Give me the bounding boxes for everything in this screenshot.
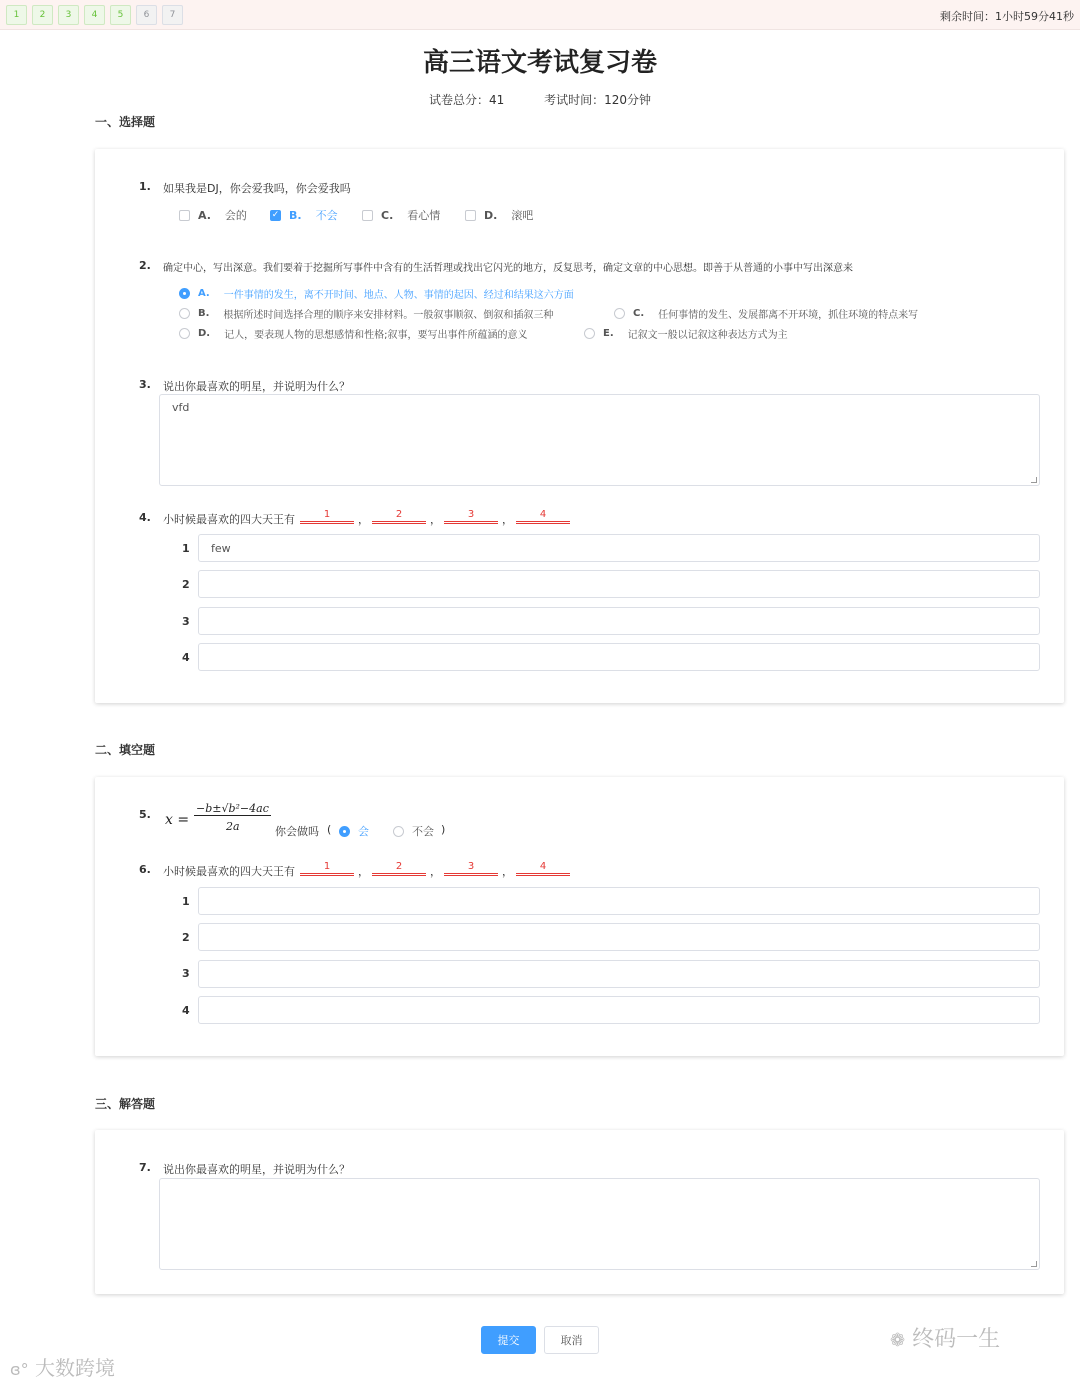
blank-input-2[interactable] (198, 570, 1040, 598)
section-card-answer (95, 1130, 1064, 1294)
radio[interactable] (179, 308, 190, 319)
blank-row-label: 1 (182, 895, 190, 908)
answer-textarea[interactable] (159, 394, 1040, 486)
separator: ， (358, 865, 369, 878)
resize-handle-icon[interactable] (1031, 1261, 1037, 1267)
option-text: 不会 (412, 825, 434, 838)
cancel-button[interactable]: 取消 (544, 1326, 599, 1354)
blank-input-1[interactable] (198, 534, 1040, 562)
option-letter: B. (289, 208, 302, 222)
option-letter: D. (484, 208, 498, 222)
formula-numerator: −b±√b²−4ac (196, 802, 269, 815)
watermark-left (10, 1352, 115, 1381)
option-letter: C. (633, 308, 645, 319)
watermark-right (890, 1322, 1000, 1353)
section-title-choice: 一、选择题 (95, 115, 156, 129)
question-nav-2[interactable]: 2 (32, 5, 53, 25)
open-paren: ( (327, 823, 332, 836)
radio-checked[interactable] (179, 288, 190, 299)
question-number: 5. (139, 808, 151, 821)
question-text: 如果我是DJ，你会爱我吗，你会爱我吗 (163, 182, 351, 195)
question-nav-7[interactable]: 7 (162, 5, 183, 25)
question-number: 3. (139, 378, 151, 391)
radio[interactable] (179, 328, 190, 339)
question-navigator (6, 5, 183, 25)
q2-option-e[interactable] (584, 326, 788, 341)
watermark-logo-icon: ɞ° (10, 1360, 29, 1379)
separator: ， (502, 513, 513, 526)
blank-input-3[interactable] (198, 607, 1040, 635)
resize-handle-icon[interactable] (1031, 477, 1037, 483)
checkbox[interactable] (362, 210, 373, 221)
exam-meta (0, 91, 1080, 108)
question-number: 1. (139, 180, 151, 193)
watermark-text: 终码一生 (912, 1327, 1001, 1352)
option-text: 滚吧 (511, 209, 534, 222)
option-text: 看心情 (407, 209, 441, 222)
option-letter: B. (198, 308, 210, 319)
question-text: 说出你最喜欢的明星，并说明为什么？ (163, 1163, 350, 1176)
blank-row-label: 4 (182, 651, 190, 664)
option-text: 任何事情的发生、发展都离不开环境，抓住环境的特点来写 (658, 310, 919, 321)
formula-denominator: 2a (226, 820, 240, 833)
q1-option-d[interactable] (465, 207, 533, 223)
q2-option-d[interactable] (179, 326, 527, 341)
formula-lhs: x = (165, 812, 190, 828)
blank-slot: 3 (444, 509, 498, 524)
question-number: 4. (139, 511, 151, 524)
radio[interactable] (614, 308, 625, 319)
section-title-answer: 三、解答题 (95, 1097, 156, 1111)
checkbox[interactable] (465, 210, 476, 221)
q2-option-b[interactable] (179, 306, 553, 321)
option-letter: C. (381, 208, 394, 222)
blank-row-label: 3 (182, 967, 190, 980)
question-text: 小时候最喜欢的四大天王有 (163, 865, 295, 878)
option-text: 会 (358, 825, 369, 838)
q1-option-a[interactable] (179, 207, 247, 223)
q1-option-c[interactable] (362, 207, 440, 223)
wechat-icon: ❁ (890, 1330, 906, 1351)
blank-input-4[interactable] (198, 643, 1040, 671)
separator: ， (502, 865, 513, 878)
q5-option-yes[interactable] (339, 823, 369, 839)
top-bar (0, 0, 1080, 30)
exam-title: 高三语文考试复习卷 (422, 48, 657, 78)
option-text: 一件事情的发生，离不开时间、地点、人物、事情的起因、经过和结果这六方面 (223, 290, 574, 301)
blank-row-label: 2 (182, 578, 190, 591)
blank-input-3[interactable] (198, 960, 1040, 988)
blank-row-label: 4 (182, 1004, 190, 1017)
total-score: 试卷总分：41 (428, 93, 505, 107)
blank-input-1[interactable] (198, 887, 1040, 915)
q2-option-a[interactable] (179, 286, 574, 301)
radio-checked[interactable] (339, 826, 350, 837)
blank-slot: 2 (372, 861, 426, 876)
option-text: 根据所述时间选择合理的顺序来安排材料。一般叙事顺叙、倒叙和插叙三种 (223, 310, 554, 321)
option-letter: A. (198, 288, 210, 299)
question-text: 小时候最喜欢的四大天王有 (163, 513, 295, 526)
option-text: 会的 (224, 209, 247, 222)
blank-row-label: 3 (182, 615, 190, 628)
question-nav-5[interactable]: 5 (110, 5, 131, 25)
timer-label: 剩余时间： (940, 10, 995, 23)
blank-row-label: 1 (182, 542, 190, 555)
answer-textarea[interactable] (159, 1178, 1040, 1270)
question-prompt: 你会做吗 (275, 825, 319, 838)
separator: ， (430, 865, 441, 878)
question-text: 确定中心，写出深意。我们要着于挖掘所写事件中含有的生活哲理或找出它闪光的地方，反复思考，确定文章的中心思想。即善于从普通的小事中写出深意来 (163, 263, 853, 274)
timer-value: 1小时59分41秒 (995, 10, 1074, 23)
q2-option-c[interactable] (614, 306, 918, 321)
question-nav-3[interactable]: 3 (58, 5, 79, 25)
radio[interactable] (584, 328, 595, 339)
question-nav-1[interactable]: 1 (6, 5, 27, 25)
q5-option-no[interactable] (393, 823, 434, 839)
close-paren: ) (441, 823, 446, 836)
section-title-fill: 二、填空题 (95, 743, 156, 757)
option-letter: A. (198, 208, 211, 222)
blank-slot: 3 (444, 861, 498, 876)
q1-option-b[interactable] (270, 207, 338, 223)
question-number: 2. (139, 259, 151, 272)
blank-input-4[interactable] (198, 996, 1040, 1024)
question-number: 7. (139, 1161, 151, 1174)
separator: ， (358, 513, 369, 526)
watermark-text: 大数跨境 (34, 1356, 115, 1380)
question-nav-4[interactable]: 4 (84, 5, 105, 25)
blank-row-label: 2 (182, 931, 190, 944)
blank-slot: 1 (300, 509, 354, 524)
blank-slot: 4 (516, 509, 570, 524)
question-nav-6[interactable]: 6 (136, 5, 157, 25)
input-value: few (211, 541, 231, 555)
option-text: 记叙文一般以记叙这种表达方式为主 (627, 330, 788, 341)
blank-slot: 4 (516, 861, 570, 876)
section-card-choice (95, 149, 1064, 703)
option-letter: D. (198, 328, 211, 339)
blank-input-2[interactable] (198, 923, 1040, 951)
question-number: 6. (139, 863, 151, 876)
option-text: 记人，要表现人物的思想感情和性格;叙事，要写出事件所蕴涵的意义 (224, 330, 528, 341)
radio[interactable] (393, 826, 404, 837)
checkbox[interactable] (179, 210, 190, 221)
countdown-timer (940, 8, 1074, 24)
submit-button[interactable]: 提交 (481, 1326, 536, 1354)
option-letter: E. (603, 328, 614, 339)
checkbox-checked[interactable]: ✓ (271, 210, 280, 220)
blank-slot: 1 (300, 861, 354, 876)
question-text: 说出你最喜欢的明星，并说明为什么？ (163, 380, 350, 393)
separator: ， (430, 513, 441, 526)
exam-duration: 考试时间：120分钟 (544, 93, 651, 107)
blank-slot: 2 (372, 509, 426, 524)
section-card-fill (95, 777, 1064, 1056)
answer-text: vfd (172, 401, 190, 414)
option-text: 不会 (315, 209, 338, 222)
